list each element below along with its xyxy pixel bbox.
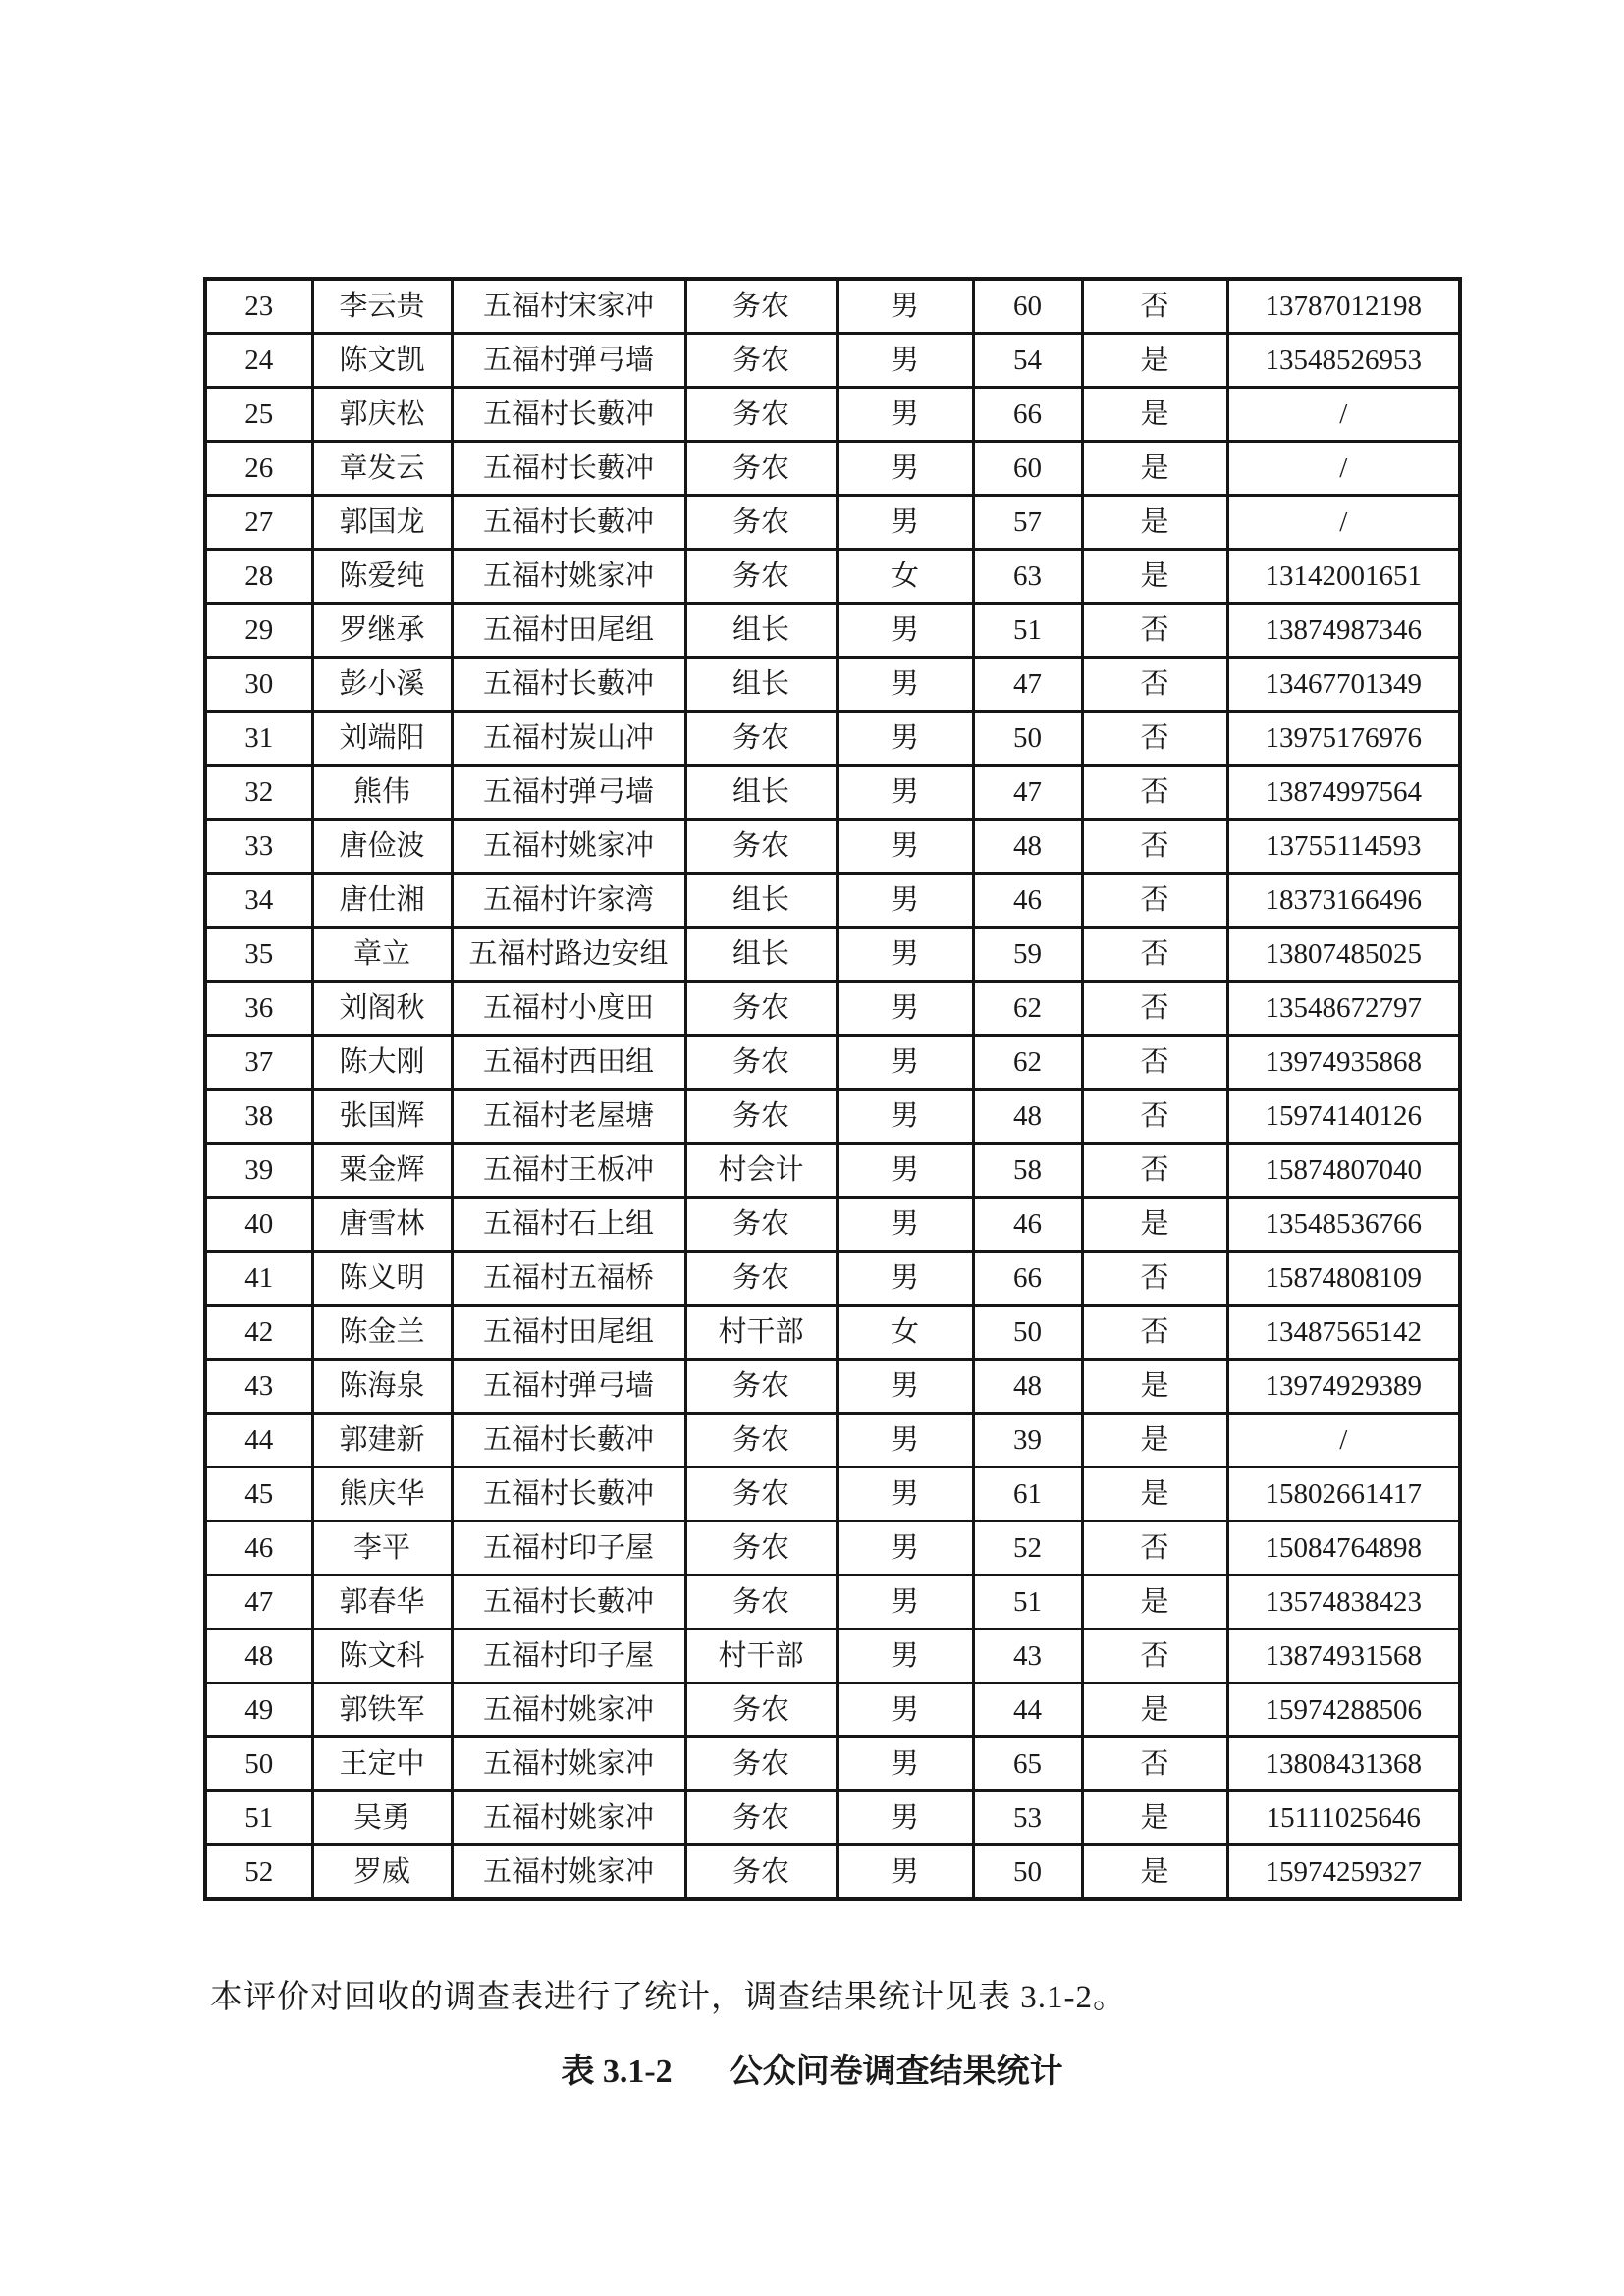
cell-name: 唐仕湘 [312, 874, 452, 928]
cell-phone: / [1227, 388, 1460, 442]
cell-address: 五福村姚家冲 [452, 1683, 685, 1737]
cell-name: 熊庆华 [312, 1468, 452, 1522]
cell-occupation: 务农 [685, 1791, 837, 1845]
cell-phone: 13755114593 [1227, 820, 1460, 874]
cell-occupation: 务农 [685, 1575, 837, 1629]
cell-gender: 男 [837, 766, 973, 820]
cell-no: 46 [205, 1522, 312, 1575]
cell-phone: 13975176976 [1227, 712, 1460, 766]
cell-phone: 15084764898 [1227, 1522, 1460, 1575]
table-row [205, 442, 1460, 496]
cell-address: 五福村弹弓墙 [452, 766, 685, 820]
table-row [205, 1036, 1460, 1090]
cell-age: 39 [973, 1414, 1082, 1468]
cell-phone: 13874987346 [1227, 604, 1460, 658]
cell-answer: 否 [1082, 604, 1227, 658]
cell-no: 34 [205, 874, 312, 928]
cell-age: 44 [973, 1683, 1082, 1737]
cell-answer: 否 [1082, 1090, 1227, 1144]
cell-occupation: 务农 [685, 1198, 837, 1252]
cell-age: 43 [973, 1629, 1082, 1683]
cell-age: 52 [973, 1522, 1082, 1575]
cell-address: 五福村许家湾 [452, 874, 685, 928]
cell-gender: 男 [837, 1468, 973, 1522]
cell-occupation: 务农 [685, 1036, 837, 1090]
cell-gender: 男 [837, 388, 973, 442]
cell-name: 郭建新 [312, 1414, 452, 1468]
cell-name: 唐俭波 [312, 820, 452, 874]
cell-address: 五福村田尾组 [452, 1306, 685, 1360]
cell-phone: 13808431368 [1227, 1737, 1460, 1791]
cell-occupation: 组长 [685, 604, 837, 658]
cell-gender: 男 [837, 1629, 973, 1683]
table-row [205, 334, 1460, 388]
table-row [205, 1360, 1460, 1414]
cell-answer: 是 [1082, 1198, 1227, 1252]
cell-address: 五福村长藪冲 [452, 442, 685, 496]
cell-no: 45 [205, 1468, 312, 1522]
cell-gender: 男 [837, 604, 973, 658]
cell-address: 五福村五福桥 [452, 1252, 685, 1306]
cell-occupation: 村会计 [685, 1144, 837, 1198]
cell-occupation: 组长 [685, 658, 837, 712]
cell-age: 50 [973, 712, 1082, 766]
cell-no: 35 [205, 928, 312, 982]
cell-name: 唐雪林 [312, 1198, 452, 1252]
cell-answer: 否 [1082, 820, 1227, 874]
cell-address: 五福村王板冲 [452, 1144, 685, 1198]
table-row [205, 496, 1460, 550]
cell-phone: 13467701349 [1227, 658, 1460, 712]
cell-gender: 男 [837, 334, 973, 388]
cell-age: 48 [973, 1090, 1082, 1144]
cell-answer: 是 [1082, 1683, 1227, 1737]
cell-no: 40 [205, 1198, 312, 1252]
cell-age: 46 [973, 1198, 1082, 1252]
cell-address: 五福村弹弓墙 [452, 334, 685, 388]
cell-gender: 女 [837, 550, 973, 604]
cell-gender: 男 [837, 1683, 973, 1737]
cell-phone: 13874997564 [1227, 766, 1460, 820]
cell-name: 陈金兰 [312, 1306, 452, 1360]
cell-name: 吴勇 [312, 1791, 452, 1845]
cell-gender: 男 [837, 1791, 973, 1845]
cell-answer: 是 [1082, 388, 1227, 442]
cell-age: 50 [973, 1306, 1082, 1360]
cell-no: 30 [205, 658, 312, 712]
cell-gender: 男 [837, 658, 973, 712]
cell-occupation: 务农 [685, 1845, 837, 1900]
cell-address: 五福村长藪冲 [452, 496, 685, 550]
cell-answer: 否 [1082, 279, 1227, 334]
cell-no: 42 [205, 1306, 312, 1360]
cell-phone: 13787012198 [1227, 279, 1460, 334]
cell-answer: 否 [1082, 1306, 1227, 1360]
cell-name: 陈海泉 [312, 1360, 452, 1414]
cell-no: 38 [205, 1090, 312, 1144]
cell-address: 五福村西田组 [452, 1036, 685, 1090]
cell-name: 章立 [312, 928, 452, 982]
cell-answer: 是 [1082, 334, 1227, 388]
cell-occupation: 务农 [685, 388, 837, 442]
cell-age: 47 [973, 766, 1082, 820]
cell-answer: 否 [1082, 1036, 1227, 1090]
cell-address: 五福村姚家冲 [452, 1791, 685, 1845]
table-row [205, 1252, 1460, 1306]
cell-name: 粟金辉 [312, 1144, 452, 1198]
cell-address: 五福村路边安组 [452, 928, 685, 982]
cell-name: 罗继承 [312, 604, 452, 658]
cell-address: 五福村姚家冲 [452, 550, 685, 604]
cell-age: 46 [973, 874, 1082, 928]
cell-phone: 18373166496 [1227, 874, 1460, 928]
cell-occupation: 务农 [685, 1683, 837, 1737]
cell-answer: 是 [1082, 1575, 1227, 1629]
cell-occupation: 务农 [685, 1414, 837, 1468]
cell-answer: 否 [1082, 1629, 1227, 1683]
cell-phone: 13548526953 [1227, 334, 1460, 388]
cell-gender: 男 [837, 874, 973, 928]
cell-age: 51 [973, 604, 1082, 658]
caption-label: 表 3.1-2 [561, 2054, 673, 2090]
cell-answer: 是 [1082, 496, 1227, 550]
cell-answer: 是 [1082, 550, 1227, 604]
cell-age: 58 [973, 1144, 1082, 1198]
cell-gender: 男 [837, 1144, 973, 1198]
table-row [205, 1306, 1460, 1360]
table-row [205, 1629, 1460, 1683]
cell-name: 熊伟 [312, 766, 452, 820]
table-row [205, 388, 1460, 442]
cell-address: 五福村小度田 [452, 982, 685, 1036]
cell-occupation: 务农 [685, 1360, 837, 1414]
table-row [205, 1791, 1460, 1845]
cell-no: 31 [205, 712, 312, 766]
cell-name: 李云贵 [312, 279, 452, 334]
table-row [205, 1414, 1460, 1468]
table-caption [0, 2044, 1624, 2092]
cell-age: 57 [973, 496, 1082, 550]
cell-answer: 是 [1082, 1845, 1227, 1900]
cell-phone: 13548536766 [1227, 1198, 1460, 1252]
table-row [205, 1468, 1460, 1522]
cell-gender: 男 [837, 1522, 973, 1575]
cell-no: 50 [205, 1737, 312, 1791]
cell-phone: 13807485025 [1227, 928, 1460, 982]
cell-address: 五福村印子屋 [452, 1522, 685, 1575]
cell-address: 五福村长藪冲 [452, 1414, 685, 1468]
cell-answer: 否 [1082, 1737, 1227, 1791]
cell-age: 60 [973, 279, 1082, 334]
cell-gender: 男 [837, 1198, 973, 1252]
cell-phone: 15974140126 [1227, 1090, 1460, 1144]
cell-name: 陈大刚 [312, 1036, 452, 1090]
cell-no: 36 [205, 982, 312, 1036]
cell-name: 郭庆松 [312, 388, 452, 442]
cell-name: 陈文科 [312, 1629, 452, 1683]
cell-address: 五福村炭山冲 [452, 712, 685, 766]
cell-occupation: 组长 [685, 766, 837, 820]
cell-phone: 15874807040 [1227, 1144, 1460, 1198]
cell-occupation: 务农 [685, 982, 837, 1036]
cell-address: 五福村长藪冲 [452, 658, 685, 712]
table-row [205, 982, 1460, 1036]
cell-no: 51 [205, 1791, 312, 1845]
cell-gender: 男 [837, 712, 973, 766]
cell-occupation: 务农 [685, 1737, 837, 1791]
cell-no: 52 [205, 1845, 312, 1900]
cell-name: 陈爱纯 [312, 550, 452, 604]
cell-gender: 男 [837, 1360, 973, 1414]
cell-age: 48 [973, 1360, 1082, 1414]
cell-address: 五福村长藪冲 [452, 1575, 685, 1629]
cell-name: 刘阁秋 [312, 982, 452, 1036]
cell-occupation: 务农 [685, 1252, 837, 1306]
cell-gender: 男 [837, 982, 973, 1036]
cell-phone: 15974288506 [1227, 1683, 1460, 1737]
cell-phone: 15874808109 [1227, 1252, 1460, 1306]
cell-answer: 否 [1082, 928, 1227, 982]
cell-no: 37 [205, 1036, 312, 1090]
cell-name: 张国辉 [312, 1090, 452, 1144]
cell-answer: 否 [1082, 1252, 1227, 1306]
table-row [205, 766, 1460, 820]
table-row [205, 820, 1460, 874]
cell-no: 39 [205, 1144, 312, 1198]
cell-age: 53 [973, 1791, 1082, 1845]
cell-address: 五福村石上组 [452, 1198, 685, 1252]
cell-no: 48 [205, 1629, 312, 1683]
cell-no: 32 [205, 766, 312, 820]
caption-title: 公众问卷调查结果统计 [729, 2054, 1063, 2090]
cell-phone: / [1227, 442, 1460, 496]
cell-occupation: 务农 [685, 334, 837, 388]
cell-gender: 男 [837, 1090, 973, 1144]
cell-age: 63 [973, 550, 1082, 604]
cell-age: 62 [973, 1036, 1082, 1090]
table-row [205, 1144, 1460, 1198]
cell-answer: 是 [1082, 1791, 1227, 1845]
cell-gender: 男 [837, 928, 973, 982]
cell-occupation: 村干部 [685, 1629, 837, 1683]
cell-name: 陈义明 [312, 1252, 452, 1306]
cell-no: 47 [205, 1575, 312, 1629]
cell-address: 五福村宋家冲 [452, 279, 685, 334]
cell-occupation: 务农 [685, 1522, 837, 1575]
cell-name: 郭国龙 [312, 496, 452, 550]
cell-answer: 否 [1082, 712, 1227, 766]
cell-occupation: 务农 [685, 279, 837, 334]
cell-phone: 13974935868 [1227, 1036, 1460, 1090]
cell-age: 65 [973, 1737, 1082, 1791]
cell-answer: 是 [1082, 1468, 1227, 1522]
cell-phone: 13574838423 [1227, 1575, 1460, 1629]
cell-gender: 男 [837, 442, 973, 496]
cell-no: 24 [205, 334, 312, 388]
table-row [205, 1090, 1460, 1144]
cell-phone: 15111025646 [1227, 1791, 1460, 1845]
cell-address: 五福村姚家冲 [452, 1737, 685, 1791]
cell-phone: 13142001651 [1227, 550, 1460, 604]
cell-name: 陈文凯 [312, 334, 452, 388]
cell-phone: 13974929389 [1227, 1360, 1460, 1414]
cell-phone: 13874931568 [1227, 1629, 1460, 1683]
table-row [205, 712, 1460, 766]
cell-name: 郭春华 [312, 1575, 452, 1629]
cell-gender: 女 [837, 1306, 973, 1360]
cell-gender: 男 [837, 1036, 973, 1090]
cell-name: 刘端阳 [312, 712, 452, 766]
cell-no: 27 [205, 496, 312, 550]
cell-no: 26 [205, 442, 312, 496]
cell-phone: 13487565142 [1227, 1306, 1460, 1360]
cell-occupation: 务农 [685, 712, 837, 766]
cell-address: 五福村姚家冲 [452, 820, 685, 874]
table-row [205, 550, 1460, 604]
cell-name: 郭铁军 [312, 1683, 452, 1737]
cell-occupation: 务农 [685, 820, 837, 874]
cell-age: 51 [973, 1575, 1082, 1629]
table-row [205, 1845, 1460, 1900]
table-row [205, 658, 1460, 712]
table-row [205, 1683, 1460, 1737]
table-row [205, 1198, 1460, 1252]
cell-no: 41 [205, 1252, 312, 1306]
cell-address: 五福村弹弓墙 [452, 1360, 685, 1414]
cell-phone: 15974259327 [1227, 1845, 1460, 1900]
cell-occupation: 务农 [685, 1468, 837, 1522]
cell-phone: / [1227, 496, 1460, 550]
table-row [205, 1575, 1460, 1629]
survey-table [203, 277, 1462, 1901]
cell-age: 50 [973, 1845, 1082, 1900]
cell-answer: 否 [1082, 1522, 1227, 1575]
cell-name: 彭小溪 [312, 658, 452, 712]
cell-name: 章发云 [312, 442, 452, 496]
cell-answer: 否 [1082, 766, 1227, 820]
cell-age: 60 [973, 442, 1082, 496]
cell-gender: 男 [837, 820, 973, 874]
cell-occupation: 务农 [685, 1090, 837, 1144]
cell-occupation: 组长 [685, 874, 837, 928]
cell-no: 43 [205, 1360, 312, 1414]
cell-age: 59 [973, 928, 1082, 982]
cell-no: 25 [205, 388, 312, 442]
cell-occupation: 务农 [685, 550, 837, 604]
cell-address: 五福村田尾组 [452, 604, 685, 658]
cell-phone: 15802661417 [1227, 1468, 1460, 1522]
cell-gender: 男 [837, 279, 973, 334]
table-body [205, 279, 1460, 1899]
cell-age: 48 [973, 820, 1082, 874]
cell-address: 五福村老屋塘 [452, 1090, 685, 1144]
cell-address: 五福村长藪冲 [452, 388, 685, 442]
cell-gender: 男 [837, 496, 973, 550]
cell-name: 罗威 [312, 1845, 452, 1900]
table-row [205, 874, 1460, 928]
cell-age: 62 [973, 982, 1082, 1036]
cell-answer: 是 [1082, 1360, 1227, 1414]
cell-gender: 男 [837, 1414, 973, 1468]
cell-occupation: 组长 [685, 928, 837, 982]
cell-name: 王定中 [312, 1737, 452, 1791]
cell-occupation: 村干部 [685, 1306, 837, 1360]
cell-name: 李平 [312, 1522, 452, 1575]
cell-address: 五福村姚家冲 [452, 1845, 685, 1900]
cell-age: 66 [973, 388, 1082, 442]
table-row [205, 604, 1460, 658]
cell-address: 五福村长藪冲 [452, 1468, 685, 1522]
cell-occupation: 务农 [685, 442, 837, 496]
cell-gender: 男 [837, 1737, 973, 1791]
cell-answer: 否 [1082, 982, 1227, 1036]
cell-no: 49 [205, 1683, 312, 1737]
cell-no: 33 [205, 820, 312, 874]
cell-answer: 是 [1082, 1414, 1227, 1468]
table-row [205, 928, 1460, 982]
table-row [205, 279, 1460, 334]
cell-answer: 否 [1082, 658, 1227, 712]
cell-age: 61 [973, 1468, 1082, 1522]
table-row [205, 1522, 1460, 1575]
cell-gender: 男 [837, 1845, 973, 1900]
cell-phone: / [1227, 1414, 1460, 1468]
cell-gender: 男 [837, 1252, 973, 1306]
cell-gender: 男 [837, 1575, 973, 1629]
cell-address: 五福村印子屋 [452, 1629, 685, 1683]
cell-answer: 否 [1082, 874, 1227, 928]
cell-no: 23 [205, 279, 312, 334]
cell-phone: 13548672797 [1227, 982, 1460, 1036]
table-row [205, 1737, 1460, 1791]
cell-occupation: 务农 [685, 496, 837, 550]
cell-age: 54 [973, 334, 1082, 388]
cell-no: 44 [205, 1414, 312, 1468]
cell-age: 47 [973, 658, 1082, 712]
paragraph: 本评价对回收的调查表进行了统计，调查结果统计见表 3.1-2。 [210, 1980, 1126, 2015]
cell-no: 29 [205, 604, 312, 658]
cell-no: 28 [205, 550, 312, 604]
cell-age: 66 [973, 1252, 1082, 1306]
cell-answer: 否 [1082, 1144, 1227, 1198]
cell-answer: 是 [1082, 442, 1227, 496]
